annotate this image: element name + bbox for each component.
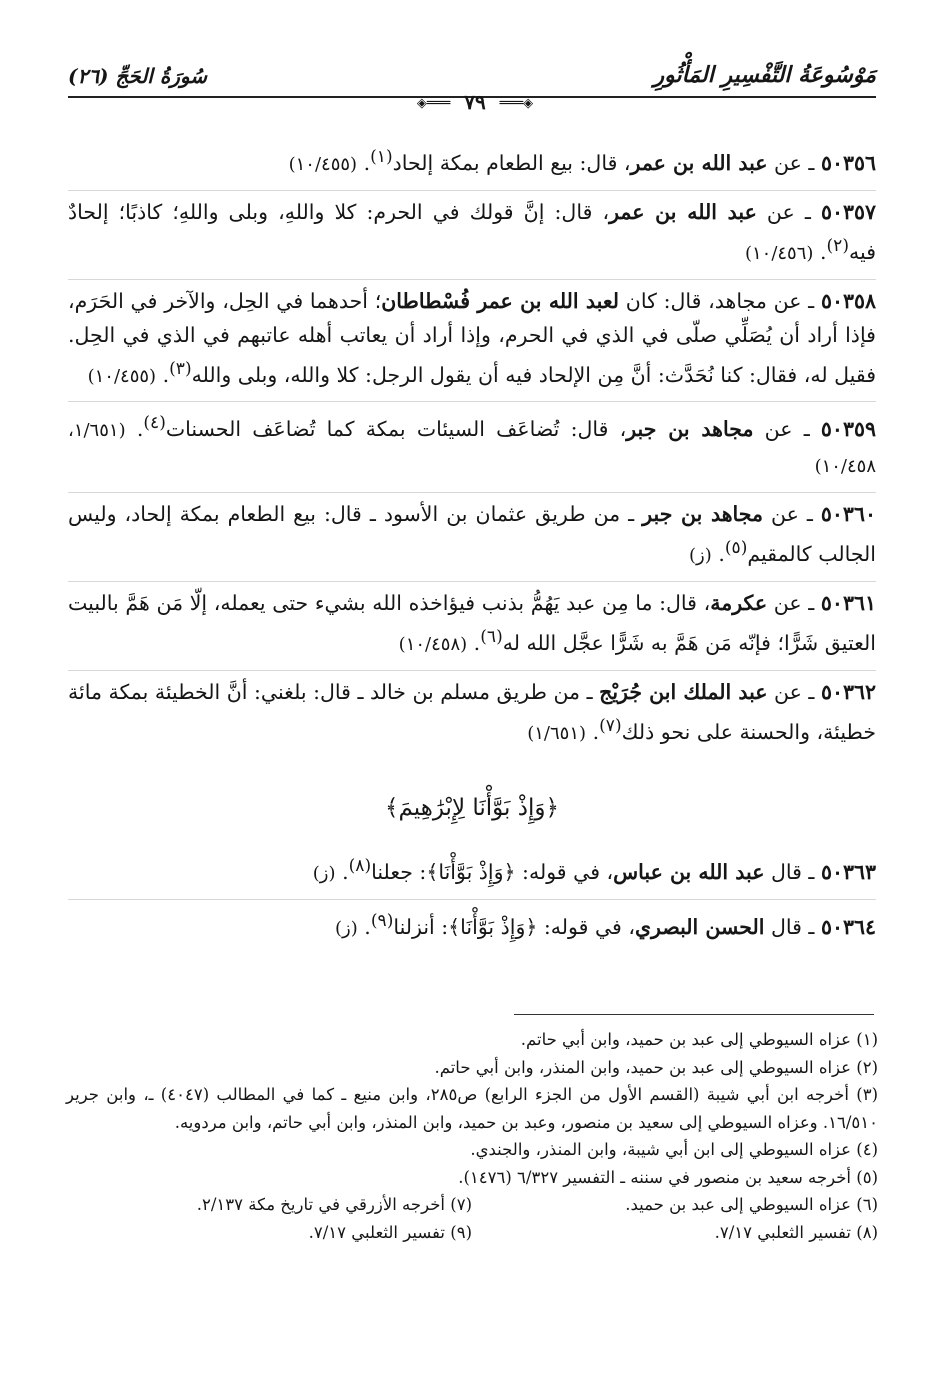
ornament-right: ═══◈ xyxy=(499,96,534,111)
narrator-name: عبد الله بن عمر xyxy=(609,199,757,224)
narration-entry xyxy=(68,849,876,900)
narrator-name: مجاهد بن جبر xyxy=(626,417,754,442)
narration-entry xyxy=(68,586,876,671)
narration-end: . xyxy=(364,914,371,939)
narrator-name: الحسن البصري xyxy=(634,914,765,939)
narration-intro: ـ عن مجاهد، قال: كان xyxy=(619,288,821,313)
narrator-name: عبد الملك ابن جُرَيْج xyxy=(599,679,768,704)
narrator-name: لعبد الله بن عمر فُسْطاطان xyxy=(381,288,620,313)
footnote: (٥) أخرجه سعيد بن منصور في سننه ـ التفسير ٦/٣٢٧ (١٤٧٦). xyxy=(458,1167,878,1187)
narration-text: ، في قوله: ﴿وَإِذْ بَوَّأْنَا﴾: أنزلنا xyxy=(393,914,635,939)
footnote-rule xyxy=(514,1014,874,1015)
footnote-marker: (٧) xyxy=(599,715,622,736)
footnote-marker: (٣) xyxy=(169,358,192,379)
page-number-line xyxy=(0,90,950,114)
narration-entry xyxy=(68,195,876,280)
narration-intro: ـ قال xyxy=(764,859,821,884)
footnote: (٢) عزاه السيوطي إلى عبد بن حميد، وابن المنذر، وابن أبي حاتم. xyxy=(434,1057,878,1077)
narration-end: . xyxy=(162,362,170,387)
footnote: (١) عزاه السيوطي إلى عبد بن حميد، وابن أبي حاتم. xyxy=(520,1030,878,1049)
narration-intro: ـ عن xyxy=(767,150,821,175)
footnote: (٦) عزاه السيوطي إلى عبد بن حميد. xyxy=(625,1195,878,1214)
narration-intro: ـ قال xyxy=(764,914,821,939)
narration-end: . xyxy=(136,417,144,442)
narration-number: ٥٠٣٦٤ xyxy=(820,914,876,939)
footnote-marker: (١) xyxy=(370,147,393,167)
footnote-row xyxy=(66,1191,878,1219)
narration-end: . xyxy=(473,630,481,655)
narration-number: ٥٠٣٥٧ xyxy=(820,199,876,224)
footnote-marker: (٤) xyxy=(143,413,166,434)
narration-end: . xyxy=(363,150,371,175)
narration-intro: ـ عن xyxy=(753,417,821,442)
narration-intro: ـ عن xyxy=(767,591,821,616)
narration-end: . xyxy=(592,719,600,744)
narration-entry xyxy=(68,497,876,582)
narration-intro: ـ عن xyxy=(763,502,821,527)
narration-number: ٥٠٣٥٨ xyxy=(820,288,876,313)
narration-entry xyxy=(68,140,876,191)
footnote: (٩) تفسير الثعلبي ٧/١٧. xyxy=(308,1222,472,1242)
volume-reference: (١٠/٤٥٦) xyxy=(744,242,814,264)
volume-reference: (١٠/٤٥٥) xyxy=(288,153,358,175)
volume-reference: (ز) xyxy=(312,862,336,884)
footnote-marker: (٢) xyxy=(826,235,850,256)
narration-number: ٥٠٣٦٠ xyxy=(820,502,876,527)
narration-end: . xyxy=(718,542,725,567)
ornament-left: ◈═══ xyxy=(416,96,451,111)
narration-end: . xyxy=(342,859,349,884)
narration-text: ، قال: إنَّ قولك في الحرم: كلا واللهِ، وبلى واللهِ؛ كاذبًا؛ إلحادٌ فيه xyxy=(68,199,876,264)
narrations-list-2 xyxy=(68,849,876,954)
footnote-marker: (٨) xyxy=(348,855,372,876)
verse-heading: ﴿وَإِذْ بَوَّأْنَا لِإِبْرَٰهِيمَ﴾ xyxy=(385,794,559,821)
main-text xyxy=(68,140,876,957)
narration-number: ٥٠٣٦٣ xyxy=(820,859,876,884)
narration-number: ٥٠٣٥٦ xyxy=(820,150,876,175)
narrator-name: عبد الله بن عباس xyxy=(613,859,765,884)
narration-text: ؛ أحدهما في الحِل، والآخر في الحَرَم، فإذا أراد أن يُصَلِّي صلّى في الذي في الحرم، وإذا أراد أن يعاتب أهله عاتبهم في الذي في الحِل. فقيل له، فقال: كنا نُحَدَّث: أنَّ مِن الإلحاد فيه أن يقول الرجل: كلا والله، وبلى والله xyxy=(68,288,876,387)
narrator-name: عبد الله بن عمر xyxy=(630,150,768,175)
footnote: (٧) أخرجه الأزرقي في تاريخ مكة ٢/١٣٧. xyxy=(196,1195,472,1214)
narration-entry xyxy=(68,406,876,493)
narration-end: . xyxy=(819,239,827,264)
footnotes xyxy=(66,1026,878,1246)
footnote-marker: (٩) xyxy=(370,910,394,931)
narration-intro: ـ عن xyxy=(756,199,821,224)
footnote-row xyxy=(66,1219,878,1247)
volume-reference: (ز) xyxy=(335,917,358,939)
narration-number: ٥٠٣٥٩ xyxy=(820,417,876,442)
narration-entry xyxy=(68,675,876,759)
narration-text: ـ من طريق مسلم بن خالد ـ قال: بلغني: أنَّ الخطيئة بمكة مائة خطيئة، والحسنة على نحو ذلك xyxy=(68,679,876,744)
narration-number: ٥٠٣٦١ xyxy=(820,591,876,616)
volume-reference: (١/٦٥١) xyxy=(527,722,587,744)
volume-reference: (١/٦٥١، ١٠/٤٥٨) xyxy=(68,420,876,478)
surah-label: سُورَةُ الحَجِّ (٢٦) xyxy=(68,64,208,88)
footnote: (٣) أخرجه ابن أبي شيبة (القسم الأول من الجزء الرابع) ص٢٨٥، وابن منيع ـ كما في المطالب (٤٠٤٧) ـ، وابن جرير ١٦/٥١٠. وعزاه السيوطي إلى سعيد بن منصور، وعبد بن حميد، وابن المنذر، وابن أبي حاتم، وابن مردويه. xyxy=(66,1085,878,1132)
volume-reference: (١٠/٤٥٨) xyxy=(398,633,468,655)
narration-intro: ـ عن xyxy=(767,679,821,704)
narration-text: ، في قوله: ﴿وَإِذْ بَوَّأْنَا﴾: جعلنا xyxy=(371,859,614,884)
volume-reference: (ز) xyxy=(689,545,712,567)
narration-text: ، قال: تُضاعَف السيئات بمكة كما تُضاعَف الحسنات xyxy=(165,417,627,442)
narration-text: ـ من طريق عثمان بن الأسود ـ قال: بيع الطعام بمكة إلحاد، وليس الجالب كالمقيم xyxy=(68,502,876,567)
narrator-name: مجاهد بن جبر xyxy=(642,502,763,527)
footnote-marker: (٥) xyxy=(724,538,748,559)
narration-text: ، قال: ما مِن عبد يَهُمُّ بذنب فيؤاخذه الله بشيء حتى يعمله، إلّا مَن هَمَّ بالبيت العتيق شَرًّا؛ فإنّه مَن هَمَّ به شَرًّا عجَّل الله له xyxy=(68,591,876,655)
narration-entry xyxy=(68,284,876,403)
narration-text: ، قال: بيع الطعام بمكة إلحاد xyxy=(392,150,631,175)
footnote-marker: (٦) xyxy=(480,627,503,648)
narration-entry xyxy=(68,904,876,954)
footnote: (٨) تفسير الثعلبي ٧/١٧. xyxy=(714,1222,878,1242)
narrations-list xyxy=(68,140,876,759)
page-number: ٧٩ xyxy=(464,90,486,114)
narrator-name: عكرمة xyxy=(710,591,768,616)
volume-reference: (١٠/٤٥٥) xyxy=(87,365,157,387)
narration-number: ٥٠٣٦٢ xyxy=(820,679,876,704)
footnote: (٤) عزاه السيوطي إلى ابن أبي شيبة، وابن المنذر، والجندي. xyxy=(470,1140,878,1159)
book-title: مَوْسُوعَةُ التَّفْسِيرِ المَأْثُورِ xyxy=(653,62,876,88)
